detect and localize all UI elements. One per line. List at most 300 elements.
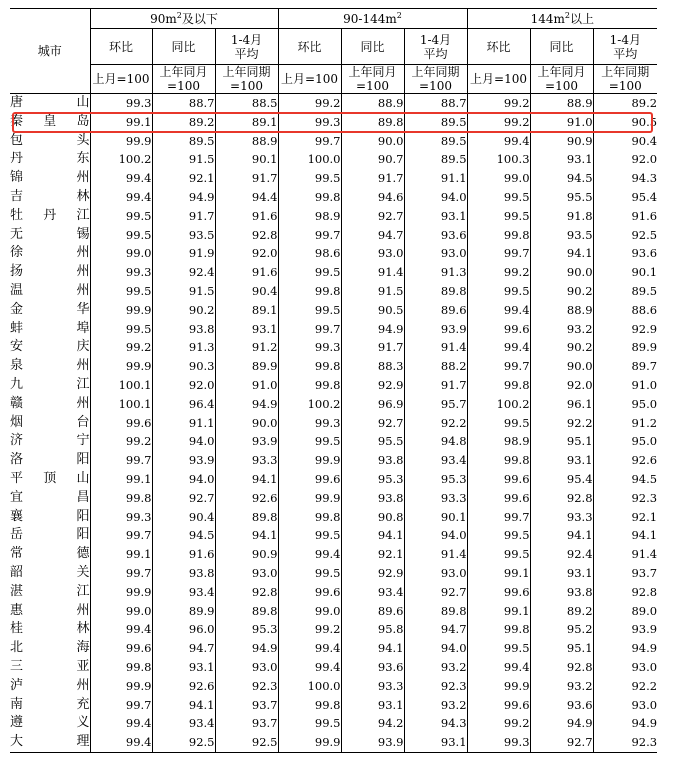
value-cell: 93.9 (404, 320, 467, 339)
city-cell: 三亚 (10, 658, 90, 674)
value-cell: 94.4 (215, 188, 278, 207)
value-cell: 88.6 (593, 301, 657, 320)
table-body (10, 94, 657, 753)
value-cell: 99.9 (90, 677, 152, 696)
value-cell: 99.8 (467, 376, 530, 395)
mom-base: 上月=100 (90, 65, 152, 94)
mom-header: 环比 (467, 29, 530, 65)
value-cell: 93.8 (341, 451, 404, 470)
value-cell: 100.3 (467, 150, 530, 169)
value-cell: 93.3 (404, 489, 467, 508)
value-cell: 90.3 (152, 357, 215, 376)
table-row (10, 395, 657, 414)
value-cell: 89.2 (530, 602, 593, 621)
value-cell: 99.4 (90, 714, 152, 733)
city-cell: 包头 (10, 132, 90, 148)
value-cell: 99.2 (278, 620, 341, 639)
value-cell: 89.6 (341, 602, 404, 621)
value-cell: 99.1 (90, 545, 152, 564)
value-cell: 91.7 (215, 169, 278, 188)
value-cell: 94.1 (215, 470, 278, 489)
value-cell: 93.1 (404, 207, 467, 226)
value-cell: 99.8 (278, 376, 341, 395)
value-cell: 99.5 (90, 320, 152, 339)
value-cell: 92.3 (404, 677, 467, 696)
table-row (10, 432, 657, 451)
value-cell: 100.0 (278, 150, 341, 169)
value-cell: 99.4 (467, 658, 530, 677)
city-header-label: 城市 (37, 44, 62, 58)
city-cell: 泸州 (10, 677, 90, 693)
value-cell: 96.0 (152, 620, 215, 639)
table-row (10, 602, 657, 621)
value-cell: 91.5 (341, 282, 404, 301)
value-cell: 93.1 (341, 696, 404, 715)
city-cell: 宜昌 (10, 489, 90, 505)
value-cell: 93.0 (404, 244, 467, 263)
value-cell: 92.6 (215, 489, 278, 508)
avg-header-line1: 1-4月 (230, 32, 263, 47)
value-cell: 93.4 (341, 583, 404, 602)
value-cell: 95.5 (530, 188, 593, 207)
value-cell: 99.7 (90, 451, 152, 470)
value-cell: 89.2 (152, 113, 215, 132)
city-cell: 泉州 (10, 358, 90, 374)
value-cell: 99.2 (467, 94, 530, 113)
city-cell: 蚌埠 (10, 320, 90, 336)
value-cell: 90.9 (215, 545, 278, 564)
city-cell: 湛江 (10, 583, 90, 599)
value-cell: 99.6 (467, 696, 530, 715)
price-index-table (10, 8, 657, 753)
value-cell: 94.0 (404, 639, 467, 658)
table-row (10, 263, 657, 282)
value-cell: 89.6 (404, 301, 467, 320)
group-header-small (90, 9, 278, 29)
value-cell: 99.4 (278, 658, 341, 677)
value-cell: 99.7 (278, 320, 341, 339)
value-cell: 99.6 (467, 489, 530, 508)
value-cell: 91.5 (152, 282, 215, 301)
value-cell: 99.8 (278, 188, 341, 207)
yoy-base-line2: =100 (356, 79, 389, 93)
table-row (10, 150, 657, 169)
value-cell: 93.2 (404, 658, 467, 677)
value-cell: 99.5 (467, 414, 530, 433)
city-cell: 吉林 (10, 188, 90, 204)
value-cell: 99.5 (278, 714, 341, 733)
value-cell: 94.1 (152, 696, 215, 715)
avg-base-line1: 上年同期 (601, 65, 650, 79)
city-cell: 济宁 (10, 433, 90, 449)
value-cell: 99.1 (90, 470, 152, 489)
avg-base-line1: 上年同期 (411, 65, 460, 79)
value-cell: 99.8 (467, 451, 530, 470)
value-cell: 99.3 (278, 414, 341, 433)
city-cell: 桂林 (10, 621, 90, 637)
value-cell: 89.5 (152, 132, 215, 151)
value-cell: 91.5 (152, 150, 215, 169)
value-cell: 93.5 (152, 226, 215, 245)
value-cell: 89.9 (152, 602, 215, 621)
value-cell: 91.8 (530, 207, 593, 226)
value-cell: 93.9 (341, 733, 404, 752)
table-row (10, 301, 657, 320)
group-label: 144m (530, 11, 565, 26)
value-cell: 95.3 (341, 470, 404, 489)
value-cell: 92.5 (152, 733, 215, 752)
value-cell: 91.9 (152, 244, 215, 263)
value-cell: 92.5 (593, 226, 657, 245)
value-cell: 89.2 (593, 94, 657, 113)
avg-base-line2: =100 (419, 79, 452, 93)
value-cell: 99.5 (278, 564, 341, 583)
city-cell: 无锡 (10, 226, 90, 242)
value-cell: 99.7 (90, 696, 152, 715)
value-cell: 90.5 (593, 113, 657, 132)
value-cell: 94.9 (341, 320, 404, 339)
value-cell: 93.6 (404, 226, 467, 245)
value-cell: 91.3 (152, 338, 215, 357)
value-cell: 92.9 (341, 564, 404, 583)
value-cell: 99.9 (90, 301, 152, 320)
value-cell: 100.2 (90, 150, 152, 169)
value-cell: 91.4 (341, 263, 404, 282)
value-cell: 95.3 (404, 470, 467, 489)
table-row (10, 489, 657, 508)
value-cell: 94.7 (341, 226, 404, 245)
value-cell: 91.7 (404, 376, 467, 395)
avg-header-line1: 1-4月 (609, 32, 641, 47)
value-cell: 99.3 (278, 338, 341, 357)
value-cell: 99.5 (90, 226, 152, 245)
table-row (10, 583, 657, 602)
value-cell: 92.0 (593, 150, 657, 169)
value-cell: 94.0 (404, 188, 467, 207)
value-cell: 89.1 (215, 113, 278, 132)
value-cell: 90.4 (152, 508, 215, 527)
value-cell: 94.9 (593, 639, 657, 658)
value-cell: 89.7 (593, 357, 657, 376)
value-cell: 91.1 (152, 414, 215, 433)
value-cell: 91.6 (215, 263, 278, 282)
group-sup: 2 (176, 10, 182, 20)
avg-base (593, 65, 657, 94)
value-cell: 93.9 (215, 432, 278, 451)
value-cell: 94.9 (530, 714, 593, 733)
value-cell: 99.6 (467, 320, 530, 339)
table-row (10, 94, 657, 113)
value-cell: 92.8 (215, 226, 278, 245)
city-cell: 北海 (10, 640, 90, 656)
yoy-base-line1: 上年同月 (159, 65, 208, 79)
value-cell: 99.5 (90, 207, 152, 226)
group-sup: 2 (396, 10, 402, 20)
value-cell: 99.2 (467, 263, 530, 282)
value-cell: 91.7 (341, 338, 404, 357)
value-cell: 89.8 (404, 602, 467, 621)
city-cell: 大理 (10, 733, 90, 752)
value-cell: 99.4 (90, 620, 152, 639)
value-cell: 94.1 (530, 526, 593, 545)
value-cell: 93.8 (152, 320, 215, 339)
value-cell: 93.3 (530, 508, 593, 527)
table-header (10, 9, 657, 94)
value-cell: 99.8 (278, 508, 341, 527)
value-cell: 99.2 (90, 338, 152, 357)
value-cell: 90.5 (341, 301, 404, 320)
value-cell: 99.3 (278, 113, 341, 132)
value-cell: 92.8 (530, 489, 593, 508)
value-cell: 92.1 (152, 169, 215, 188)
table-row (10, 169, 657, 188)
yoy-base-line1: 上年同月 (348, 65, 397, 79)
value-cell: 100.1 (90, 395, 152, 414)
value-cell: 90.0 (530, 357, 593, 376)
value-cell: 89.5 (404, 113, 467, 132)
value-cell: 99.1 (467, 564, 530, 583)
value-cell: 93.1 (530, 564, 593, 583)
yoy-base-line2: =100 (167, 79, 200, 93)
value-cell: 91.6 (152, 545, 215, 564)
value-cell: 91.0 (530, 113, 593, 132)
value-cell: 91.1 (404, 169, 467, 188)
value-cell: 99.3 (90, 94, 152, 113)
value-cell: 90.2 (530, 282, 593, 301)
value-cell: 99.7 (467, 508, 530, 527)
value-cell: 92.3 (215, 677, 278, 696)
value-cell: 99.4 (90, 188, 152, 207)
value-cell: 95.4 (530, 470, 593, 489)
value-cell: 94.5 (593, 470, 657, 489)
value-cell: 91.0 (593, 376, 657, 395)
value-cell: 94.0 (152, 470, 215, 489)
city-column-header (10, 9, 90, 94)
group-header-medium (278, 9, 467, 29)
group-suffix: 及以下 (181, 11, 218, 26)
value-cell: 92.9 (341, 376, 404, 395)
value-cell: 99.5 (467, 639, 530, 658)
city-cell: 丹东 (10, 151, 90, 167)
value-cell: 99.7 (467, 357, 530, 376)
avg-base-line1: 上年同期 (222, 65, 271, 79)
value-cell: 92.4 (530, 545, 593, 564)
value-cell: 95.8 (341, 620, 404, 639)
value-cell: 99.0 (278, 602, 341, 621)
city-cell: 惠州 (10, 602, 90, 618)
value-cell: 99.1 (90, 113, 152, 132)
avg-header-line2: 平均 (234, 46, 259, 61)
value-cell: 93.9 (152, 451, 215, 470)
value-cell: 93.0 (404, 564, 467, 583)
value-cell: 89.9 (215, 357, 278, 376)
city-cell: 岳阳 (10, 527, 90, 543)
value-cell: 91.4 (593, 545, 657, 564)
value-cell: 99.8 (278, 696, 341, 715)
value-cell: 92.7 (530, 733, 593, 752)
avg-header-line2: 平均 (613, 46, 638, 61)
value-cell: 90.7 (341, 150, 404, 169)
value-cell: 99.5 (467, 207, 530, 226)
value-cell: 94.1 (341, 526, 404, 545)
value-cell: 89.8 (341, 113, 404, 132)
city-cell: 金华 (10, 301, 90, 317)
value-cell: 96.1 (530, 395, 593, 414)
value-cell: 99.0 (90, 602, 152, 621)
value-cell: 89.1 (215, 301, 278, 320)
table-row (10, 282, 657, 301)
mom-header: 环比 (90, 29, 152, 65)
value-cell: 90.0 (341, 132, 404, 151)
city-cell: 唐山 (10, 95, 90, 110)
value-cell: 91.0 (215, 376, 278, 395)
value-cell: 99.0 (90, 244, 152, 263)
avg-header (215, 29, 278, 65)
table-row (10, 508, 657, 527)
value-cell: 93.7 (593, 564, 657, 583)
value-cell: 92.7 (152, 489, 215, 508)
value-cell: 95.4 (593, 188, 657, 207)
yoy-base (152, 65, 215, 94)
value-cell: 94.9 (152, 188, 215, 207)
value-cell: 92.7 (341, 207, 404, 226)
group-suffix: 以上 (569, 11, 594, 26)
value-cell: 99.3 (90, 263, 152, 282)
yoy-header: 同比 (530, 29, 593, 65)
value-cell: 94.9 (215, 639, 278, 658)
table-row (10, 677, 657, 696)
value-cell: 99.2 (467, 113, 530, 132)
value-cell: 100.1 (90, 376, 152, 395)
table-row (10, 414, 657, 433)
value-cell: 88.7 (404, 94, 467, 113)
value-cell: 95.0 (593, 432, 657, 451)
value-cell: 99.4 (467, 301, 530, 320)
value-cell: 99.9 (90, 132, 152, 151)
table-row (10, 226, 657, 245)
table-row (10, 733, 657, 752)
city-cell: 遵义 (10, 715, 90, 731)
value-cell: 99.9 (467, 677, 530, 696)
table-row (10, 658, 657, 677)
value-cell: 95.1 (530, 639, 593, 658)
value-cell: 95.1 (530, 432, 593, 451)
value-cell: 99.7 (467, 244, 530, 263)
value-cell: 99.9 (90, 583, 152, 602)
value-cell: 90.4 (215, 282, 278, 301)
value-cell: 92.8 (530, 658, 593, 677)
value-cell: 90.2 (530, 338, 593, 357)
value-cell: 98.9 (278, 207, 341, 226)
value-cell: 93.2 (530, 677, 593, 696)
value-cell: 92.5 (215, 733, 278, 752)
value-cell: 94.2 (341, 714, 404, 733)
city-cell: 韶关 (10, 564, 90, 580)
value-cell: 91.3 (404, 263, 467, 282)
value-cell: 99.7 (278, 226, 341, 245)
value-cell: 99.5 (467, 526, 530, 545)
value-cell: 89.9 (593, 338, 657, 357)
value-cell: 93.9 (593, 620, 657, 639)
value-cell: 88.5 (215, 94, 278, 113)
value-cell: 93.4 (152, 714, 215, 733)
value-cell: 94.1 (341, 639, 404, 658)
value-cell: 100.0 (278, 677, 341, 696)
value-cell: 92.2 (530, 414, 593, 433)
mom-base: 上月=100 (278, 65, 341, 94)
table-row (10, 696, 657, 715)
value-cell: 91.6 (593, 207, 657, 226)
value-cell: 100.2 (278, 395, 341, 414)
avg-base-line2: =100 (230, 79, 263, 93)
value-cell: 88.3 (341, 357, 404, 376)
value-cell: 96.4 (152, 395, 215, 414)
group-sup: 2 (564, 10, 570, 20)
value-cell: 99.3 (90, 508, 152, 527)
value-cell: 88.9 (530, 94, 593, 113)
city-cell: 常德 (10, 546, 90, 562)
value-cell: 99.2 (467, 714, 530, 733)
table-row (10, 132, 657, 151)
table-row (10, 244, 657, 263)
value-cell: 94.3 (593, 169, 657, 188)
value-cell: 93.2 (404, 696, 467, 715)
city-cell: 赣州 (10, 395, 90, 411)
yoy-base (341, 65, 404, 94)
value-cell: 93.3 (215, 451, 278, 470)
value-cell: 96.9 (341, 395, 404, 414)
avg-header-line2: 平均 (423, 46, 448, 61)
value-cell: 89.0 (593, 602, 657, 621)
value-cell: 99.4 (90, 733, 152, 752)
group-label: 90-144m (343, 11, 397, 26)
value-cell: 99.6 (278, 583, 341, 602)
value-cell: 99.4 (467, 338, 530, 357)
city-cell: 南充 (10, 696, 90, 712)
value-cell: 92.4 (152, 263, 215, 282)
value-cell: 88.7 (152, 94, 215, 113)
yoy-base (530, 65, 593, 94)
city-cell: 锦州 (10, 170, 90, 186)
value-cell: 89.5 (404, 132, 467, 151)
value-cell: 93.6 (341, 658, 404, 677)
value-cell: 93.1 (530, 150, 593, 169)
value-cell: 99.5 (90, 282, 152, 301)
value-cell: 94.7 (404, 620, 467, 639)
value-cell: 90.9 (530, 132, 593, 151)
value-cell: 99.1 (467, 602, 530, 621)
yoy-base-line2: =100 (545, 79, 579, 93)
value-cell: 90.0 (215, 414, 278, 433)
value-cell: 94.9 (593, 714, 657, 733)
value-cell: 93.5 (530, 226, 593, 245)
value-cell: 92.6 (152, 677, 215, 696)
value-cell: 99.9 (278, 451, 341, 470)
value-cell: 92.7 (341, 414, 404, 433)
value-cell: 99.7 (90, 526, 152, 545)
value-cell: 94.5 (530, 169, 593, 188)
value-cell: 92.1 (341, 545, 404, 564)
value-cell: 94.5 (152, 526, 215, 545)
value-cell: 99.8 (90, 658, 152, 677)
avg-base (404, 65, 467, 94)
city-cell: 安庆 (10, 339, 90, 355)
value-cell: 92.0 (215, 244, 278, 263)
value-cell: 98.6 (278, 244, 341, 263)
value-cell: 92.9 (593, 320, 657, 339)
value-cell: 92.0 (530, 376, 593, 395)
value-cell: 93.8 (341, 489, 404, 508)
